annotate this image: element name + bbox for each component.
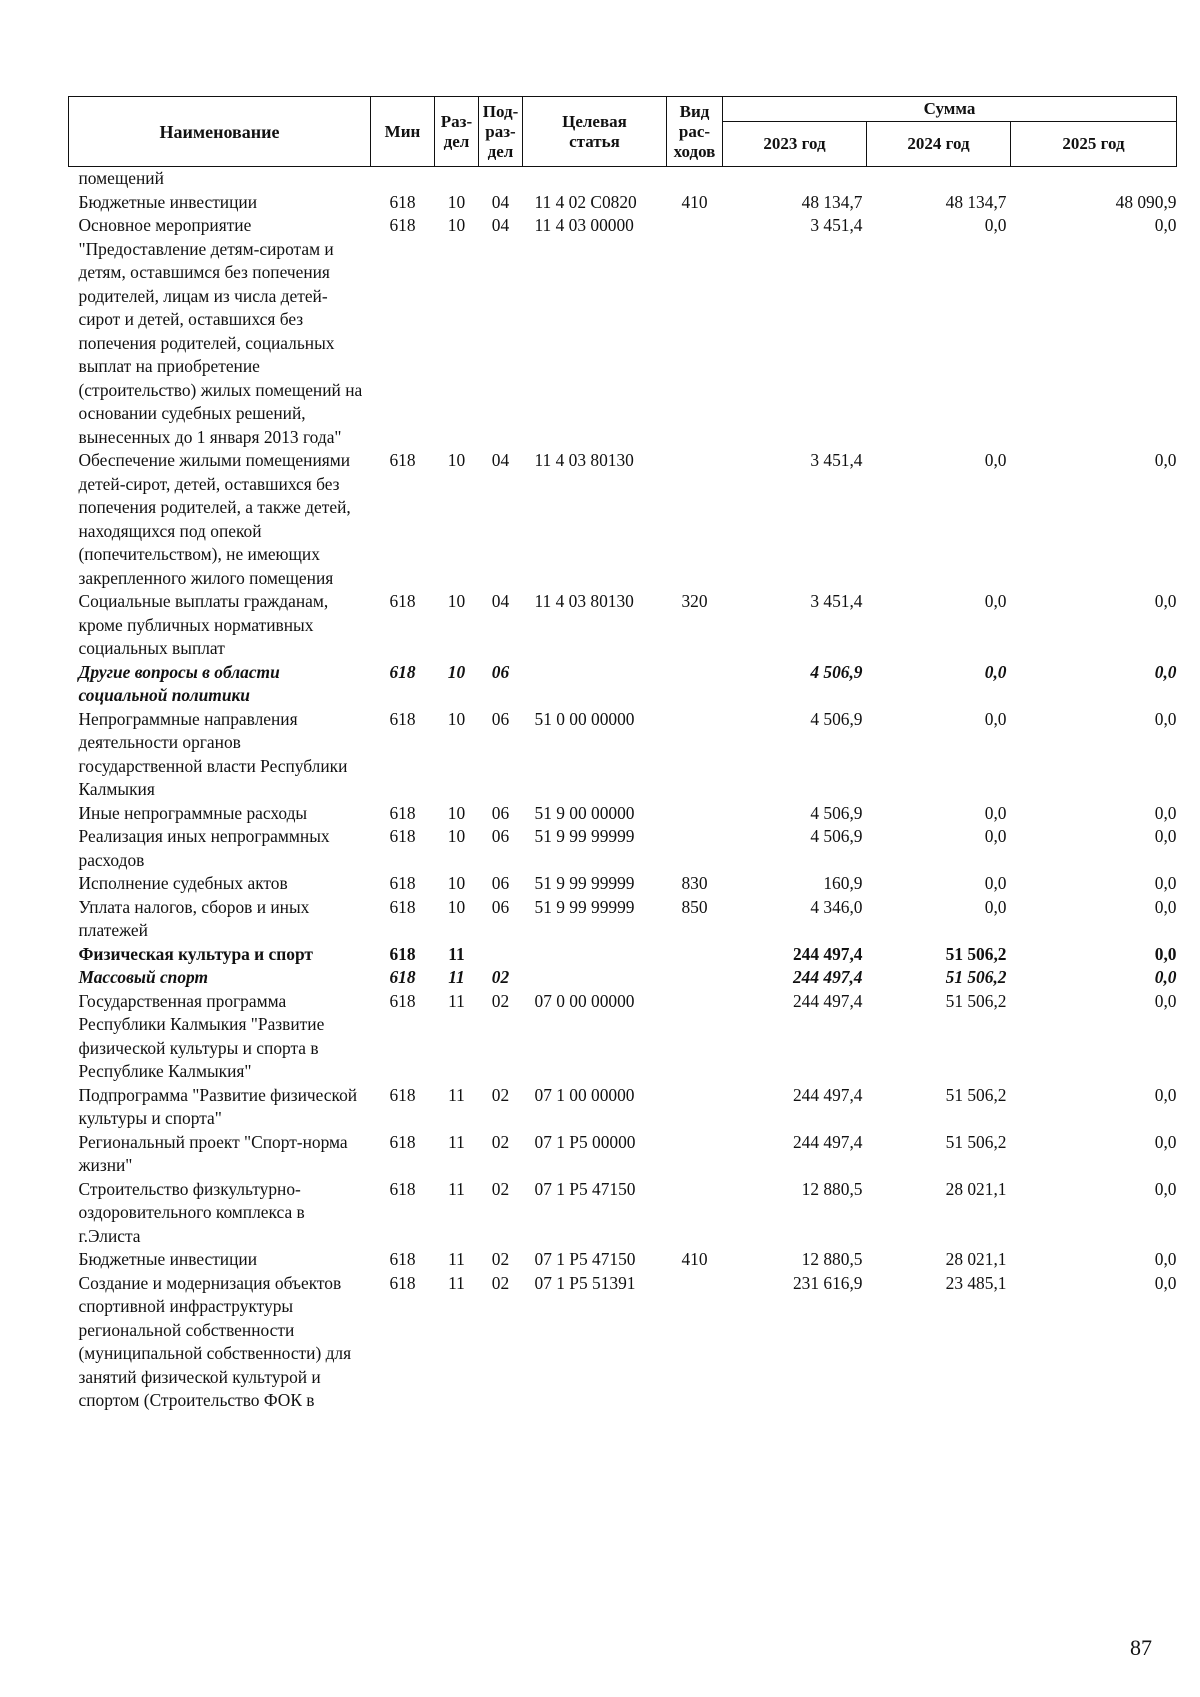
row-celevaya-statya: 51 9 99 99999 (534, 873, 635, 893)
row-min: 618 (389, 802, 416, 823)
row-razdel: 11 (448, 967, 465, 987)
header-celevaya-statya: Целевая статья (523, 97, 667, 167)
row-podrazdel: 02 (491, 1249, 510, 1269)
table-row (69, 449, 1177, 590)
row-vid-rashodov (667, 966, 723, 990)
row-name: Основное мероприятие "Предоставление детям-сиротам и детям, оставшимся без попечения родителей, лицам из числа детей-сирот и детей, оставшихся без попечения родителей, социальных выплат на приобретение (строительство) жилых помещений на основании судебных решений, вынесенных до 1 января 2013 года" (78, 215, 363, 447)
row-sum-2024: 0,0 (984, 826, 1007, 846)
row-celevaya-statya: 51 9 99 99999 (534, 896, 635, 917)
row-name: Непрограммные направления деятельности органов государственной власти Республики Калмыкия (78, 708, 348, 799)
row-sum-2024: 28 021,1 (945, 1249, 1007, 1269)
row-sum-2024: 23 485,1 (945, 1272, 1007, 1293)
row-celevaya-statya: 11 4 02 С0820 (534, 191, 637, 212)
row-sum-2024: 51 506,2 (945, 1131, 1007, 1152)
table-row (69, 1248, 1177, 1272)
row-razdel: 10 (447, 708, 466, 729)
row-celevaya-statya: 07 1 P5 51391 (534, 1272, 636, 1293)
row-sum-2025: 0,0 (1154, 873, 1177, 893)
row-celevaya-statya: 11 4 03 80130 (534, 450, 634, 470)
row-min: 618 (389, 943, 416, 964)
row-sum-2025: 0,0 (1154, 896, 1177, 917)
row-min: 618 (389, 661, 416, 682)
row-sum-2025 (1011, 167, 1177, 191)
row-min: 618 (389, 967, 416, 987)
header-summa: Сумма (723, 97, 1177, 122)
row-celevaya-statya: 11 4 03 80130 (534, 591, 634, 611)
table-row (69, 1178, 1177, 1249)
row-podrazdel: 02 (491, 967, 510, 987)
row-sum-2023: 3 451,4 (810, 591, 863, 611)
row-min: 618 (389, 450, 416, 470)
row-sum-2025: 0,0 (1154, 802, 1177, 823)
row-name: Другие вопросы в области социальной политики (78, 661, 280, 705)
row-sum-2025: 0,0 (1154, 215, 1177, 235)
row-name: Обеспечение жилыми помещениями детей-сирот, детей, оставшихся без попечения родителей, а также детей, находящихся под опекой (попечительством), не имеющих закрепленного жилого помещения (78, 450, 351, 588)
row-sum-2023: 4 346,0 (810, 896, 863, 917)
row-sum-2025: 0,0 (1154, 450, 1177, 470)
row-min: 618 (389, 708, 416, 729)
table-row (69, 214, 1177, 449)
row-sum-2025: 0,0 (1154, 967, 1177, 987)
row-sum-2024: 0,0 (984, 450, 1007, 470)
row-sum-2025: 0,0 (1154, 661, 1177, 682)
row-razdel: 10 (447, 591, 466, 611)
row-vid-rashodov (667, 990, 723, 1084)
row-sum-2025: 0,0 (1154, 1131, 1177, 1152)
row-name: Создание и модернизация объектов спортивной инфраструктуры региональной собственности (муниципальной собственности) для занятий физической культурой и спортом (Строительство ФОК в (78, 1272, 352, 1410)
row-sum-2025: 0,0 (1154, 1084, 1177, 1105)
row-min: 618 (389, 1131, 416, 1152)
table-row (69, 708, 1177, 802)
row-celevaya-statya: 51 9 00 00000 (534, 802, 635, 823)
row-sum-2023: 244 497,4 (792, 967, 863, 987)
row-razdel (435, 167, 479, 191)
row-name: Уплата налогов, сборов и иных платежей (78, 896, 310, 940)
row-celevaya-statya: 07 1 P5 47150 (534, 1249, 636, 1269)
row-celevaya-statya (523, 167, 667, 191)
row-vid-rashodov (667, 1272, 723, 1413)
row-podrazdel: 02 (491, 1084, 510, 1105)
row-razdel: 10 (447, 802, 466, 823)
row-sum-2025: 0,0 (1154, 1272, 1177, 1293)
budget-table (68, 96, 1177, 1413)
row-vid-rashodov (667, 214, 723, 449)
row-sum-2024: 0,0 (984, 591, 1007, 611)
table-row (69, 966, 1177, 990)
row-min: 618 (389, 1178, 416, 1199)
row-name: помещений (78, 168, 164, 188)
header-min: Мин (371, 97, 435, 167)
row-min: 618 (389, 1272, 416, 1293)
row-celevaya-statya: 07 1 P5 00000 (534, 1131, 636, 1152)
header-vid-rashodov: Вид рас- ходов (667, 97, 723, 167)
row-name: Социальные выплаты гражданам, кроме публичных нормативных социальных выплат (78, 591, 329, 658)
row-vid-rashodov (667, 167, 723, 191)
row-sum-2023: 4 506,9 (810, 802, 863, 823)
row-vid-rashodov: 410 (681, 1249, 708, 1269)
table-row (69, 661, 1177, 708)
header-razdel: Раз- дел (435, 97, 479, 167)
row-podrazdel: 02 (491, 1178, 510, 1199)
row-sum-2024: 0,0 (984, 661, 1007, 682)
table-row (69, 191, 1177, 215)
row-sum-2023: 3 451,4 (810, 215, 863, 235)
row-razdel: 10 (447, 450, 466, 470)
row-razdel: 11 (448, 1249, 465, 1269)
row-min: 618 (389, 215, 416, 235)
row-name: Физическая культура и спорт (78, 943, 313, 964)
row-min: 618 (389, 896, 416, 917)
row-sum-2023: 244 497,4 (792, 1131, 863, 1152)
row-vid-rashodov: 850 (681, 896, 708, 917)
row-name: Иные непрограммные расходы (78, 802, 308, 823)
row-podrazdel: 06 (491, 826, 510, 846)
row-vid-rashodov: 830 (681, 873, 708, 893)
row-name: Исполнение судебных актов (78, 873, 288, 893)
row-celevaya-statya: 07 1 P5 47150 (534, 1178, 636, 1199)
row-sum-2025: 0,0 (1154, 1178, 1177, 1199)
table-row (69, 167, 1177, 191)
row-podrazdel: 04 (491, 215, 510, 235)
row-sum-2024: 0,0 (984, 873, 1007, 893)
row-podrazdel: 06 (491, 708, 510, 729)
header-year-2025: 2025 год (1011, 122, 1177, 167)
row-razdel: 11 (448, 943, 465, 964)
row-sum-2024: 0,0 (984, 802, 1007, 823)
row-vid-rashodov (667, 708, 723, 802)
row-celevaya-statya: 51 0 00 00000 (534, 708, 635, 729)
table-row (69, 590, 1177, 661)
row-razdel: 11 (448, 990, 465, 1011)
row-podrazdel: 04 (491, 591, 510, 611)
row-vid-rashodov (667, 1131, 723, 1178)
table-row (69, 1084, 1177, 1131)
row-min: 618 (389, 191, 416, 212)
row-vid-rashodov (667, 802, 723, 826)
row-name: Подпрограмма "Развитие физической культуры и спорта" (78, 1084, 358, 1128)
row-sum-2023: 244 497,4 (792, 990, 863, 1011)
row-sum-2025: 0,0 (1154, 990, 1177, 1011)
row-razdel: 11 (448, 1178, 465, 1199)
row-razdel: 10 (447, 661, 466, 682)
row-min: 618 (389, 990, 416, 1011)
row-name: Бюджетные инвестиции (78, 1249, 258, 1269)
header-podrazdel: Под- раз- дел (479, 97, 523, 167)
row-name: Государственная программа Республики Калмыкия "Развитие физической культуры и спорта в Республике Калмыкия" (78, 990, 325, 1081)
table-header (69, 97, 1177, 167)
row-razdel: 11 (448, 1131, 465, 1152)
row-vid-rashodov (667, 943, 723, 967)
row-vid-rashodov (667, 1178, 723, 1249)
row-vid-rashodov (667, 661, 723, 708)
row-celevaya-statya: 07 1 00 00000 (534, 1084, 635, 1105)
row-podrazdel: 02 (491, 1131, 510, 1152)
row-celevaya-statya: 07 0 00 00000 (534, 990, 635, 1011)
row-sum-2023: 4 506,9 (810, 826, 863, 846)
row-sum-2024: 51 506,2 (945, 1084, 1007, 1105)
row-razdel: 10 (447, 826, 466, 846)
row-vid-rashodov (667, 449, 723, 590)
table-row (69, 802, 1177, 826)
table-body (69, 167, 1177, 1413)
row-sum-2025: 0,0 (1154, 591, 1177, 611)
row-razdel: 10 (447, 873, 466, 893)
row-name: Бюджетные инвестиции (78, 191, 258, 212)
row-min: 618 (389, 1249, 416, 1269)
row-name: Строительство физкультурно-оздоровительного комплекса в г.Элиста (78, 1178, 305, 1246)
row-sum-2023: 231 616,9 (792, 1272, 863, 1293)
row-sum-2024: 0,0 (984, 215, 1007, 235)
row-sum-2024: 51 506,2 (945, 990, 1007, 1011)
row-sum-2024: 0,0 (984, 896, 1007, 917)
row-celevaya-statya: 51 9 99 99999 (534, 826, 635, 846)
row-celevaya-statya: 11 4 03 00000 (534, 215, 634, 235)
row-sum-2025: 0,0 (1154, 826, 1177, 846)
table-row (69, 872, 1177, 896)
row-sum-2023: 244 497,4 (792, 1084, 863, 1105)
row-razdel: 10 (447, 191, 466, 212)
row-podrazdel (479, 167, 523, 191)
row-sum-2023: 160,9 (823, 873, 863, 893)
row-sum-2025: 48 090,9 (1115, 191, 1177, 212)
row-celevaya-statya (523, 661, 667, 708)
header-name: Наименование (69, 97, 371, 167)
row-min (371, 167, 435, 191)
row-celevaya-statya (523, 943, 667, 967)
row-razdel: 11 (448, 1084, 465, 1105)
row-sum-2023: 48 134,7 (801, 191, 863, 212)
table-row (69, 825, 1177, 872)
row-sum-2025: 0,0 (1154, 1249, 1177, 1269)
row-sum-2023: 244 497,4 (792, 943, 863, 964)
row-celevaya-statya (523, 966, 667, 990)
row-sum-2024: 48 134,7 (945, 191, 1007, 212)
table-row (69, 896, 1177, 943)
row-name: Массовый спорт (78, 967, 209, 987)
row-vid-rashodov: 320 (681, 591, 708, 611)
row-min: 618 (389, 826, 416, 846)
header-year-2023: 2023 год (723, 122, 867, 167)
row-razdel: 10 (447, 896, 466, 917)
row-razdel: 11 (448, 1272, 465, 1293)
row-sum-2023 (723, 167, 867, 191)
row-sum-2023: 12 880,5 (801, 1249, 863, 1269)
row-sum-2023: 4 506,9 (810, 708, 863, 729)
row-podrazdel: 02 (491, 990, 510, 1011)
row-podrazdel: 06 (491, 873, 510, 893)
row-sum-2024: 51 506,2 (945, 967, 1007, 987)
row-sum-2025: 0,0 (1154, 708, 1177, 729)
row-podrazdel: 06 (491, 896, 510, 917)
row-sum-2023: 3 451,4 (810, 450, 863, 470)
row-sum-2025: 0,0 (1154, 943, 1177, 964)
table-row (69, 943, 1177, 967)
page-number: 87 (1130, 1635, 1152, 1660)
row-podrazdel: 02 (491, 1272, 510, 1293)
row-vid-rashodov (667, 1084, 723, 1131)
row-sum-2024 (867, 167, 1011, 191)
table-row (69, 990, 1177, 1084)
row-razdel: 10 (447, 215, 466, 235)
table-row (69, 1131, 1177, 1178)
row-min: 618 (389, 1084, 416, 1105)
row-min: 618 (389, 591, 416, 611)
header-year-2024: 2024 год (867, 122, 1011, 167)
row-podrazdel: 04 (491, 191, 510, 212)
row-sum-2023: 4 506,9 (810, 661, 863, 682)
table-row (69, 1272, 1177, 1413)
row-podrazdel: 06 (491, 802, 510, 823)
row-sum-2024: 0,0 (984, 708, 1007, 729)
row-min: 618 (389, 873, 416, 893)
row-name: Реализация иных непрограммных расходов (78, 826, 330, 870)
row-podrazdel (479, 943, 523, 967)
row-sum-2024: 51 506,2 (945, 943, 1007, 964)
row-podrazdel: 04 (491, 450, 510, 470)
row-sum-2023: 12 880,5 (801, 1178, 863, 1199)
row-vid-rashodov (667, 825, 723, 872)
row-sum-2024: 28 021,1 (945, 1178, 1007, 1199)
row-name: Региональный проект "Спорт-норма жизни" (78, 1131, 348, 1175)
row-podrazdel: 06 (491, 661, 510, 682)
row-vid-rashodov: 410 (681, 191, 708, 212)
